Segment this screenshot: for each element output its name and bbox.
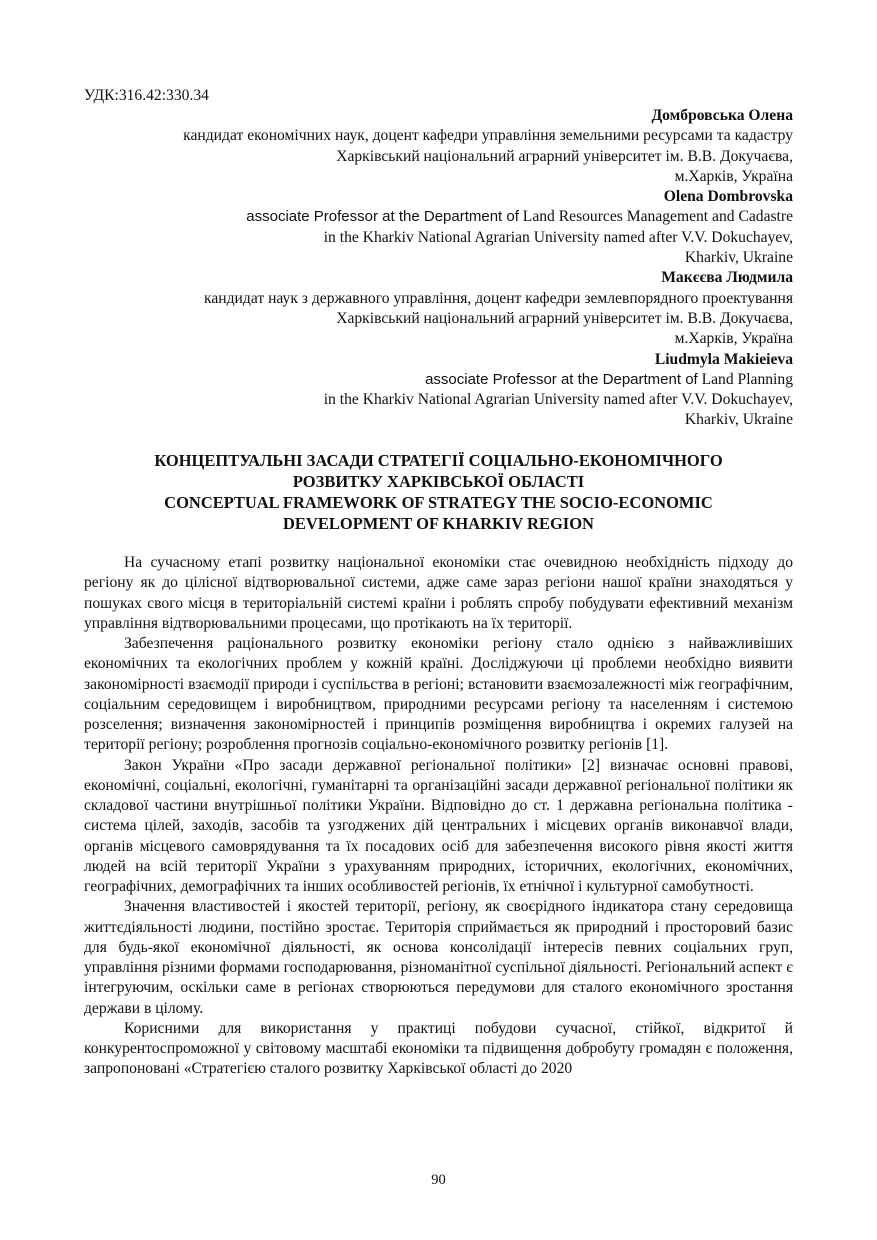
author-position-rest-en-1: Land Resources Management and Cadastre: [518, 208, 793, 226]
author-degree-ua-2: кандидат наук з державного управління, доцент кафедри землевпорядного проектування: [204, 289, 793, 307]
paragraph-4: Значення властивостей і якостей території, регіону, як своєрідного індикатора стану середовища життєдіяльності людини, постійно зростає. Територія сприймається як природний і просторовий базис для будь-якої економічної діяльності, як основа консолідації інтересів певних соціальних груп, управління різними формами господарювання, різноманітної суспільної діяльності. Регіональний аспект є інтегруючим, оскільки саме в регіонах створюються передумови для сталого економічного зростання держави в цілому.: [84, 898, 793, 1017]
author-position-prefix-en-2: associate Professor at the Department of: [425, 370, 698, 388]
udk-code: УДК:316.42:330.34: [84, 87, 209, 104]
author-block: [84, 106, 793, 431]
author-city-ua-2: м.Харків, Україна: [674, 330, 793, 348]
paragraph-2: Забезпечення раціонального розвитку економіки регіону стало однією з найважливіших економічних та екологічних проблем у кожній країні. Досліджуючи ці проблеми необхідно виявити закономірності взаємодії природи і суспільства в регіоні; встановити взаємозалежності між географічним, соціальним середовищем і виробництвом, природними ресурсами регіону та населенням і системою розселення; визначення закономірностей і принципів розміщення виробництва і окремих галузей на території регіону; розроблення прогнозів соціально-економічного розвитку регіонів [1].: [84, 635, 793, 754]
author-city-en-1: Kharkiv, Ukraine: [684, 249, 793, 267]
author-affiliation-ua-1: Харківський національний аграрний університет ім. В.В. Докучаєва,: [336, 147, 793, 165]
author-name-ua-2: Макєєва Людмила: [661, 269, 793, 287]
author-affiliation-ua-2: Харківський національний аграрний університет ім. В.В. Докучаєва,: [336, 309, 793, 327]
author-affiliation-en-2: in the Kharkiv National Agrarian University named after V.V. Dokuchayev,: [323, 391, 793, 409]
author-position-prefix-en-1: associate Professor at the Department of: [246, 208, 519, 226]
author-name-en-1: Olena Dombrovska: [663, 188, 793, 206]
author-degree-ua-1: кандидат економічних наук, доцент кафедри управління земельними ресурсами та кадастру: [183, 127, 793, 145]
author-position-rest-en-2: Land Planning: [697, 370, 793, 388]
author-city-ua-1: м.Харків, Україна: [674, 167, 793, 185]
title-line-en-1: CONCEPTUAL FRAMEWORK OF STRATEGY THE SOCIO-ECONOMIC: [164, 493, 713, 512]
title-line-ua-2: РОЗВИТКУ ХАРКІВСЬКОЇ ОБЛАСТІ: [292, 472, 585, 491]
author-city-en-2: Kharkiv, Ukraine: [684, 411, 793, 429]
author-position-en-2: [84, 370, 793, 390]
author-position-en-1: [84, 207, 793, 227]
paper-title: [84, 450, 793, 534]
author-affiliation-en-1: in the Kharkiv National Agrarian University named after V.V. Dokuchayev,: [323, 228, 793, 246]
paragraph-3: Закон України «Про засади державної регіональної політики» [2] визначає основні правові, економічні, соціальні, екологічні, гуманітарні та організаційні засади державної регіональної політики як складової частини внутрішньої політики України. Відповідно до ст. 1 державна регіональна політика - система цілей, заходів, засобів та узгоджених дій центральних і місцевих органів виконавчої влади, органів місцевого самоврядування та їх посадових осіб для забезпечення високого рівня якості життя людей на всій території України з урахуванням природних, історичних, екологічних, економічних, географічних, демографічних та інших особливостей регіонів, їх етнічної і культурної самобутності.: [84, 756, 793, 895]
paragraph-1: На сучасному етапі розвитку національної економіки стає очевидною необхідність підходу до регіону як до цілісної відтворювальної системи, адже саме зараз регіони нашої країни знаходяться у пошуках свого місця в територіальній системі країни і роблять спробу побудувати ефективний механізм управління відтворювальними процесами, що протікають на їх території.: [84, 554, 793, 632]
body-text: [84, 553, 793, 1080]
paragraph-5: Корисними для використання у практиці побудови сучасної, стійкої, відкритої й конкурентоспроможної у світовому масштабі економіки та підвищення добробуту громадян є положення, запропоновані «Стратегією сталого розвитку Харківської області до 2020: [84, 1019, 793, 1078]
author-name-ua-1: Домбровська Олена: [651, 107, 793, 124]
author-name-en-2: Liudmyla Makieieva: [654, 350, 793, 368]
title-line-en-2: DEVELOPMENT OF KHARKIV REGION: [283, 514, 594, 533]
title-line-ua-1: КОНЦЕПТУАЛЬНІ ЗАСАДИ СТРАТЕГІЇ СОЦІАЛЬНО-ЕКОНОМІЧНОГО: [154, 451, 723, 470]
page-number: 90: [431, 1172, 446, 1188]
